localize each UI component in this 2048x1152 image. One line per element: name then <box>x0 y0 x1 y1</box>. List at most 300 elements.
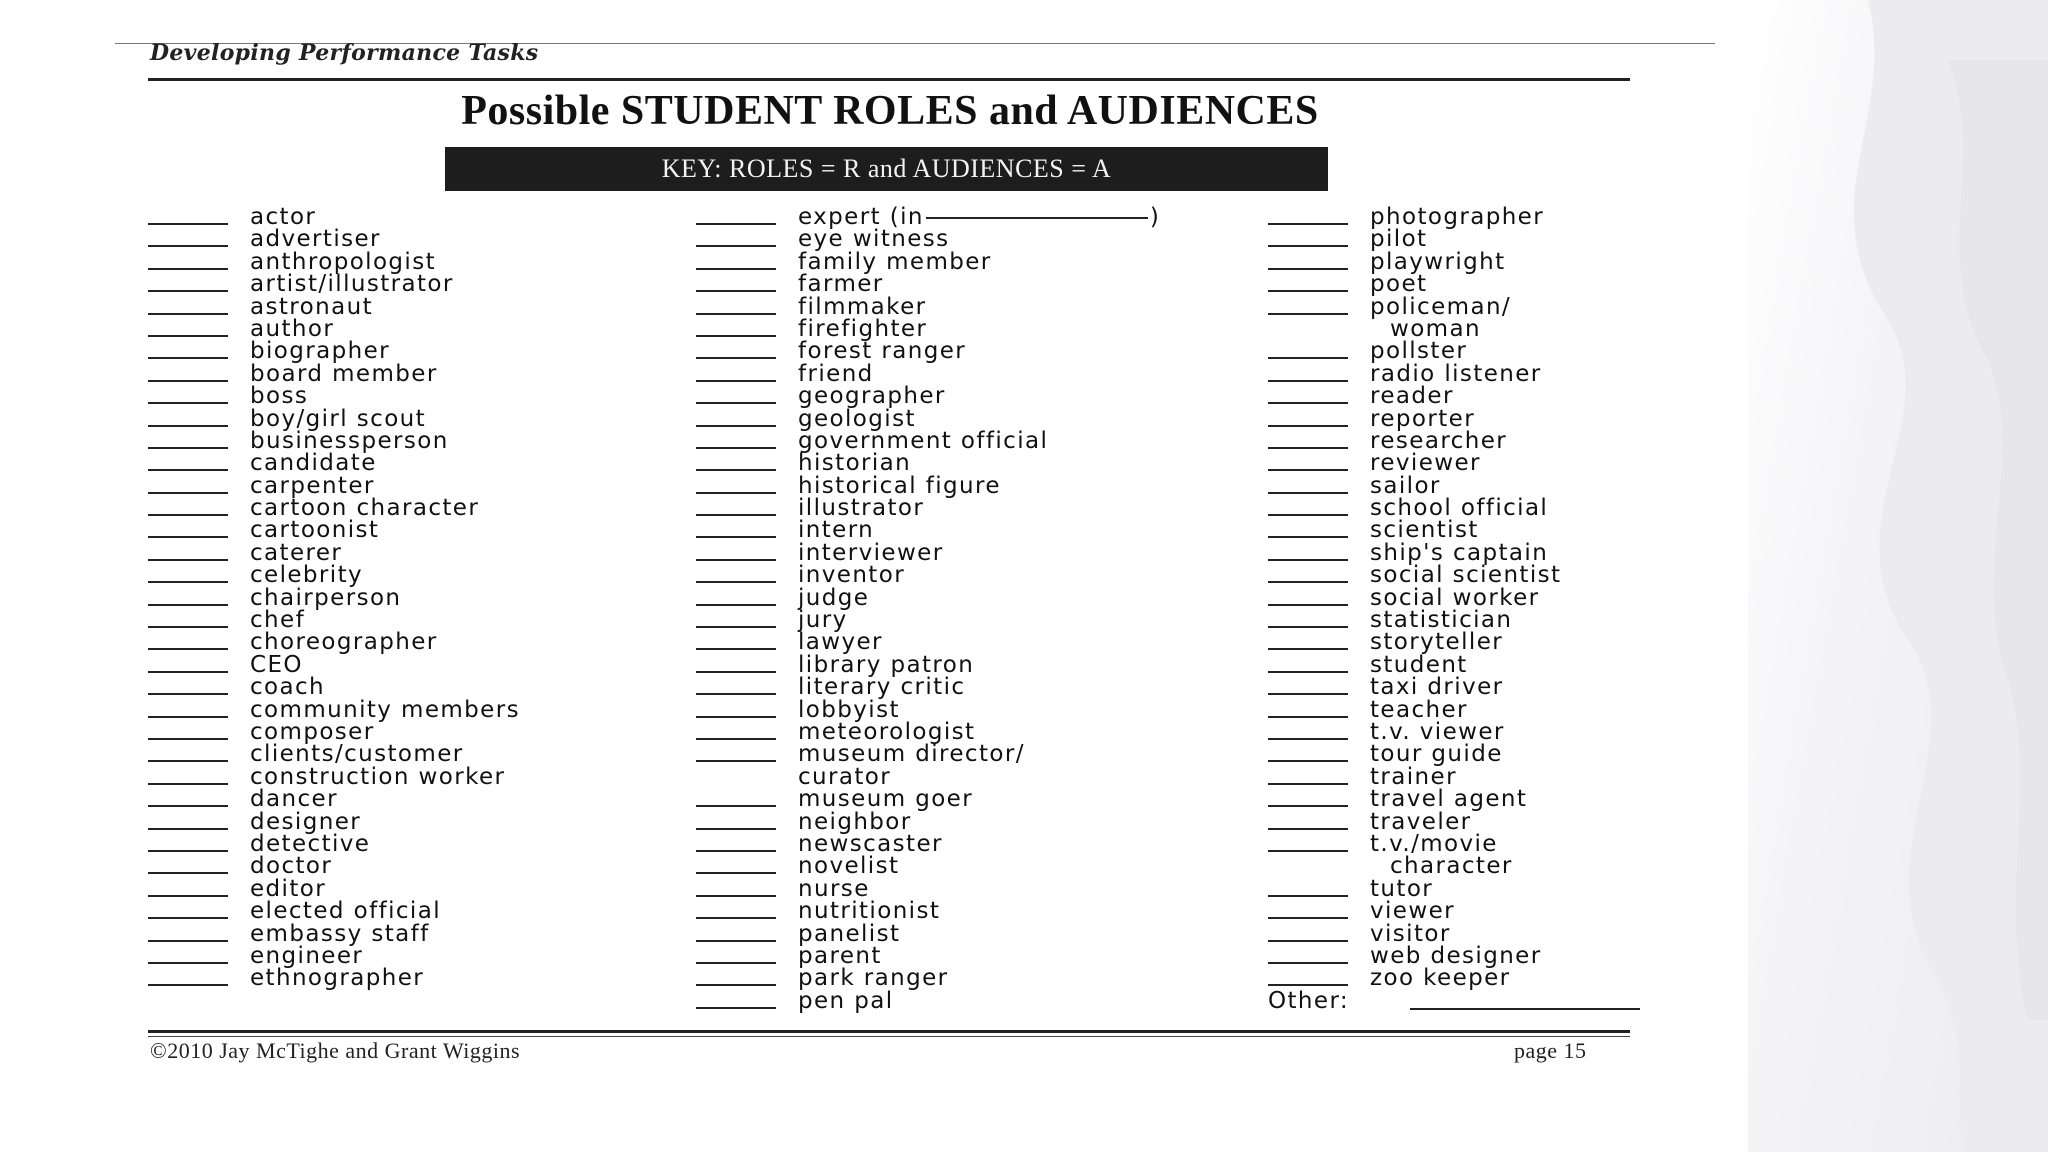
answer-blank[interactable] <box>148 245 228 247</box>
answer-blank[interactable] <box>148 671 228 673</box>
answer-blank[interactable] <box>1268 716 1348 718</box>
role-text: taxi driver <box>1370 674 1504 701</box>
answer-blank[interactable] <box>148 536 228 538</box>
answer-blank[interactable] <box>696 402 776 404</box>
answer-blank[interactable] <box>1268 828 1348 830</box>
role-text: businessperson <box>250 427 449 454</box>
role-label <box>798 763 892 790</box>
role-text: inventor <box>798 562 906 589</box>
answer-blank[interactable] <box>696 559 776 561</box>
role-label <box>1370 539 1549 566</box>
answer-blank[interactable] <box>148 716 228 718</box>
role-text: novelist <box>798 853 900 880</box>
answer-blank[interactable] <box>148 984 228 986</box>
answer-blank[interactable] <box>696 760 776 762</box>
role-label <box>1370 562 1562 589</box>
role-label <box>1370 360 1542 387</box>
answer-blank[interactable] <box>1268 357 1348 359</box>
role-text: museum director/ <box>798 741 1025 768</box>
role-text: coach <box>250 674 326 701</box>
role-text: judge <box>798 584 870 611</box>
role-text: artist/illustrator <box>250 271 454 298</box>
answer-blank[interactable] <box>696 469 776 471</box>
answer-blank[interactable] <box>696 648 776 650</box>
bottom-rule-thin <box>148 1036 1630 1037</box>
answer-blank[interactable] <box>1268 581 1348 583</box>
role-text: curator <box>798 763 892 790</box>
role-label <box>250 718 375 745</box>
answer-blank[interactable] <box>1268 604 1348 606</box>
role-text: park ranger <box>798 965 949 992</box>
role-label <box>798 830 943 857</box>
role-label <box>1390 315 1481 342</box>
answer-blank[interactable] <box>1268 559 1348 561</box>
answer-blank[interactable] <box>696 290 776 292</box>
role-label <box>1390 853 1513 880</box>
answer-blank[interactable] <box>696 425 776 427</box>
role-label <box>1370 472 1441 499</box>
role-text: geographer <box>798 383 946 410</box>
answer-blank[interactable] <box>696 895 776 897</box>
role-label <box>798 293 927 320</box>
answer-blank[interactable] <box>1268 492 1348 494</box>
role-label <box>250 495 480 522</box>
answer-blank[interactable] <box>1268 469 1348 471</box>
answer-blank[interactable] <box>696 313 776 315</box>
role-text: scientist <box>1370 517 1479 544</box>
role-label <box>250 584 402 611</box>
answer-blank[interactable] <box>1268 268 1348 270</box>
role-text: zoo keeper <box>1370 965 1511 992</box>
role-label <box>798 718 976 745</box>
answer-blank[interactable] <box>696 492 776 494</box>
role-text: intern <box>798 517 875 544</box>
role-label <box>250 450 377 477</box>
role-label <box>798 248 992 275</box>
role-label <box>798 360 874 387</box>
role-text: filmmaker <box>798 293 927 320</box>
role-text: dancer <box>250 786 338 813</box>
answer-blank[interactable] <box>696 805 776 807</box>
answer-blank[interactable] <box>148 313 228 315</box>
role-label <box>798 965 949 992</box>
role-text: friend <box>798 360 874 387</box>
answer-blank[interactable] <box>1268 693 1348 695</box>
role-label <box>798 495 925 522</box>
role-text: tutor <box>1370 875 1434 902</box>
answer-blank[interactable] <box>148 559 228 561</box>
role-text: boss <box>250 383 309 410</box>
role-label <box>250 517 380 544</box>
answer-blank[interactable] <box>1268 671 1348 673</box>
role-label <box>1370 383 1454 410</box>
role-label <box>798 875 870 902</box>
role-text: newscaster <box>798 830 943 857</box>
other-blank[interactable] <box>1410 1008 1640 1010</box>
role-text: choreographer <box>250 629 438 656</box>
top-rule <box>148 78 1630 81</box>
role-text: board member <box>250 360 438 387</box>
role-label <box>250 965 425 992</box>
role-label <box>1370 786 1528 813</box>
role-text: eye witness <box>798 226 950 253</box>
answer-blank[interactable] <box>1268 917 1348 919</box>
role-text: photographer <box>1370 204 1545 230</box>
role-label <box>250 539 343 566</box>
role-label <box>250 315 335 342</box>
role-label <box>798 920 901 947</box>
role-text: policeman/ <box>1370 293 1512 320</box>
answer-blank[interactable] <box>1268 962 1348 964</box>
role-text: traveler <box>1370 808 1472 835</box>
role-text: expert (in <box>798 204 924 230</box>
role-text: doctor <box>250 853 333 880</box>
answer-blank[interactable] <box>148 223 228 225</box>
answer-blank[interactable] <box>696 693 776 695</box>
role-text: embassy staff <box>250 920 430 947</box>
role-text: boy/girl scout <box>250 405 427 432</box>
role-text: literary critic <box>798 674 966 701</box>
role-label <box>798 562 906 589</box>
background-decoration <box>1748 0 2048 1152</box>
role-label <box>1370 741 1503 768</box>
role-label <box>1370 942 1542 969</box>
role-label <box>798 741 1025 768</box>
answer-blank[interactable] <box>696 447 776 449</box>
answer-blank[interactable] <box>696 984 776 986</box>
answer-blank[interactable] <box>696 962 776 964</box>
role-label <box>1370 338 1468 365</box>
running-head: Developing Performance Tasks <box>150 40 539 66</box>
role-text: family member <box>798 248 992 275</box>
answer-blank[interactable] <box>148 872 228 874</box>
answer-blank[interactable] <box>1268 895 1348 897</box>
role-label <box>1370 495 1549 522</box>
role-text: lawyer <box>798 629 883 656</box>
role-text: farmer <box>798 271 884 298</box>
answer-blank[interactable] <box>148 402 228 404</box>
answer-blank[interactable] <box>148 895 228 897</box>
answer-blank[interactable] <box>1268 402 1348 404</box>
role-label <box>1370 808 1472 835</box>
role-label <box>798 853 900 880</box>
role-label <box>798 607 848 634</box>
answer-blank[interactable] <box>696 245 776 247</box>
answer-blank[interactable] <box>148 447 228 449</box>
role-label <box>1370 898 1455 925</box>
answer-blank[interactable] <box>696 917 776 919</box>
answer-blank[interactable] <box>1268 290 1348 292</box>
role-text: character <box>1390 853 1513 880</box>
role-text: clients/customer <box>250 741 464 768</box>
answer-blank[interactable] <box>696 872 776 874</box>
role-label <box>1370 584 1540 611</box>
role-text: tour guide <box>1370 741 1503 768</box>
role-text: neighbor <box>798 808 912 835</box>
role-text: historical figure <box>798 472 1001 499</box>
role-text: viewer <box>1370 898 1455 925</box>
page-number: page 15 <box>1514 1038 1587 1063</box>
role-text: illustrator <box>798 495 925 522</box>
role-text: composer <box>250 718 375 745</box>
role-text: construction worker <box>250 763 506 790</box>
role-label <box>1370 271 1428 298</box>
role-label <box>250 206 316 228</box>
role-label <box>1370 226 1428 253</box>
role-label <box>250 651 303 678</box>
role-label <box>798 629 883 656</box>
answer-blank[interactable] <box>148 626 228 628</box>
role-label <box>250 786 338 813</box>
role-text: sailor <box>1370 472 1441 499</box>
role-text: pollster <box>1370 338 1468 365</box>
answer-blank[interactable] <box>696 380 776 382</box>
role-text: t.v./movie <box>1370 830 1498 857</box>
answer-blank[interactable] <box>696 223 776 225</box>
role-label <box>1370 450 1481 477</box>
role-text: storyteller <box>1370 629 1504 656</box>
role-text: t.v. viewer <box>1370 718 1505 745</box>
role-label <box>798 472 1001 499</box>
role-label <box>250 427 449 454</box>
answer-blank[interactable] <box>148 738 228 740</box>
answer-blank[interactable] <box>696 335 776 337</box>
role-text: pilot <box>1370 226 1428 253</box>
answer-blank[interactable] <box>1268 738 1348 740</box>
answer-blank[interactable] <box>696 514 776 516</box>
key-box <box>445 147 1328 191</box>
answer-blank[interactable] <box>1268 805 1348 807</box>
answer-blank[interactable] <box>148 940 228 942</box>
answer-blank[interactable] <box>148 380 228 382</box>
role-label <box>798 383 946 410</box>
role-text: ship's captain <box>1370 539 1549 566</box>
answer-blank[interactable] <box>148 425 228 427</box>
role-label <box>798 226 950 253</box>
role-label <box>1370 875 1434 902</box>
role-text: student <box>1370 651 1468 678</box>
answer-blank[interactable] <box>696 626 776 628</box>
role-text: reviewer <box>1370 450 1481 477</box>
role-text: poet <box>1370 271 1428 298</box>
answer-blank[interactable] <box>1268 447 1348 449</box>
role-label <box>250 808 362 835</box>
role-text: woman <box>1390 315 1481 342</box>
answer-blank[interactable] <box>148 962 228 964</box>
role-text: carpenter <box>250 472 375 499</box>
answer-blank[interactable] <box>1268 940 1348 942</box>
role-text: radio listener <box>1370 360 1542 387</box>
role-label <box>798 315 928 342</box>
role-text: playwright <box>1370 248 1506 275</box>
answer-blank[interactable] <box>696 581 776 583</box>
role-label <box>1370 517 1479 544</box>
role-text: celebrity <box>250 562 364 589</box>
role-text: social worker <box>1370 584 1540 611</box>
role-label <box>798 786 974 813</box>
answer-blank[interactable] <box>148 693 228 695</box>
role-text: advertiser <box>250 226 381 253</box>
copyright: ©2010 Jay McTighe and Grant Wiggins <box>150 1038 521 1063</box>
answer-blank[interactable] <box>1268 380 1348 382</box>
role-label <box>250 920 430 947</box>
role-text: biographer <box>250 338 390 365</box>
expert-suffix: ) <box>1149 204 1161 230</box>
answer-blank[interactable] <box>148 469 228 471</box>
role-label <box>250 360 438 387</box>
role-text: cartoon character <box>250 495 480 522</box>
role-label <box>798 674 966 701</box>
answer-blank[interactable] <box>148 648 228 650</box>
role-text: lobbyist <box>798 696 900 723</box>
answer-blank[interactable] <box>148 828 228 830</box>
role-label <box>250 875 327 902</box>
role-label <box>1370 674 1504 701</box>
answer-blank[interactable] <box>148 335 228 337</box>
answer-blank[interactable] <box>1268 223 1348 225</box>
answer-blank[interactable] <box>1268 648 1348 650</box>
role-label <box>250 338 390 365</box>
answer-blank[interactable] <box>696 738 776 740</box>
answer-blank[interactable] <box>148 290 228 292</box>
role-text: firefighter <box>798 315 928 342</box>
answer-blank[interactable] <box>1268 984 1348 986</box>
answer-blank[interactable] <box>696 357 776 359</box>
role-text: chef <box>250 607 306 634</box>
answer-blank[interactable] <box>696 268 776 270</box>
role-label <box>250 293 373 320</box>
answer-blank[interactable] <box>696 536 776 538</box>
answer-blank[interactable] <box>1268 783 1348 785</box>
answer-blank[interactable] <box>148 805 228 807</box>
role-label <box>1370 696 1468 723</box>
role-text: social scientist <box>1370 562 1562 589</box>
answer-blank[interactable] <box>148 604 228 606</box>
answer-blank[interactable] <box>696 850 776 852</box>
role-text: detective <box>250 830 371 857</box>
role-label <box>250 383 309 410</box>
role-text: ethnographer <box>250 965 425 992</box>
role-text: candidate <box>250 450 377 477</box>
role-text: meteorologist <box>798 718 976 745</box>
role-text: nurse <box>798 875 870 902</box>
answer-blank[interactable] <box>696 828 776 830</box>
role-label <box>1370 427 1508 454</box>
role-text: government official <box>798 427 1049 454</box>
role-label <box>250 696 520 723</box>
role-label <box>798 450 912 477</box>
key-text: KEY: ROLES = R and AUDIENCES = A <box>661 154 1112 183</box>
answer-blank[interactable] <box>1268 313 1348 315</box>
role-text: designer <box>250 808 362 835</box>
role-label <box>1370 629 1504 656</box>
role-label <box>798 271 884 298</box>
role-text: travel agent <box>1370 786 1528 813</box>
role-text: pen pal <box>798 987 894 1014</box>
answer-blank[interactable] <box>148 514 228 516</box>
role-text: reader <box>1370 383 1454 410</box>
role-text: researcher <box>1370 427 1508 454</box>
role-label <box>250 674 326 701</box>
role-label <box>798 539 944 566</box>
role-text: engineer <box>250 942 364 969</box>
answer-blank[interactable] <box>1268 760 1348 762</box>
role-label <box>250 629 438 656</box>
answer-blank[interactable] <box>696 716 776 718</box>
role-text: teacher <box>1370 696 1468 723</box>
answer-blank[interactable] <box>1268 245 1348 247</box>
role-text: forest ranger <box>798 338 967 365</box>
answer-blank[interactable] <box>1268 536 1348 538</box>
role-text: elected official <box>250 898 441 925</box>
role-text: statistician <box>1370 607 1513 634</box>
answer-blank[interactable] <box>1268 514 1348 516</box>
answer-blank[interactable] <box>148 492 228 494</box>
role-label <box>1370 405 1476 432</box>
role-label <box>1370 965 1511 992</box>
role-label <box>798 206 1160 228</box>
role-text: astronaut <box>250 293 373 320</box>
role-label <box>1370 206 1544 228</box>
answer-blank[interactable] <box>148 850 228 852</box>
answer-blank[interactable] <box>148 783 228 785</box>
answer-blank[interactable] <box>696 940 776 942</box>
role-text: trainer <box>1370 763 1457 790</box>
role-label <box>1370 293 1512 320</box>
answer-blank[interactable] <box>148 917 228 919</box>
expert-field-blank[interactable] <box>926 217 1148 219</box>
role-text: community members <box>250 696 520 723</box>
role-text: actor <box>250 204 317 230</box>
role-label <box>250 898 441 925</box>
role-text: parent <box>798 942 882 969</box>
role-label <box>1370 651 1468 678</box>
role-label <box>1370 830 1498 857</box>
answer-blank[interactable] <box>696 1007 776 1009</box>
answer-blank[interactable] <box>1268 626 1348 628</box>
role-text: caterer <box>250 539 343 566</box>
answer-blank[interactable] <box>148 357 228 359</box>
role-text: library patron <box>798 651 975 678</box>
role-label <box>250 763 506 790</box>
role-text: panelist <box>798 920 901 947</box>
answer-blank[interactable] <box>696 671 776 673</box>
role-text: CEO <box>250 651 303 678</box>
answer-blank[interactable] <box>148 268 228 270</box>
role-label <box>798 987 894 1014</box>
role-text: editor <box>250 875 327 902</box>
role-text: cartoonist <box>250 517 380 544</box>
role-label <box>798 584 870 611</box>
answer-blank[interactable] <box>696 604 776 606</box>
role-text: reporter <box>1370 405 1476 432</box>
role-label <box>250 271 454 298</box>
answer-blank[interactable] <box>1268 425 1348 427</box>
role-label <box>250 226 381 253</box>
role-label <box>1370 718 1505 745</box>
role-text: web designer <box>1370 942 1542 969</box>
role-label <box>250 741 464 768</box>
role-label <box>250 248 437 275</box>
answer-blank[interactable] <box>148 581 228 583</box>
role-text: school official <box>1370 495 1549 522</box>
answer-blank[interactable] <box>1268 850 1348 852</box>
answer-blank[interactable] <box>148 760 228 762</box>
role-text: jury <box>798 607 848 634</box>
role-text: anthropologist <box>250 248 437 275</box>
role-text: interviewer <box>798 539 944 566</box>
role-text: historian <box>798 450 912 477</box>
